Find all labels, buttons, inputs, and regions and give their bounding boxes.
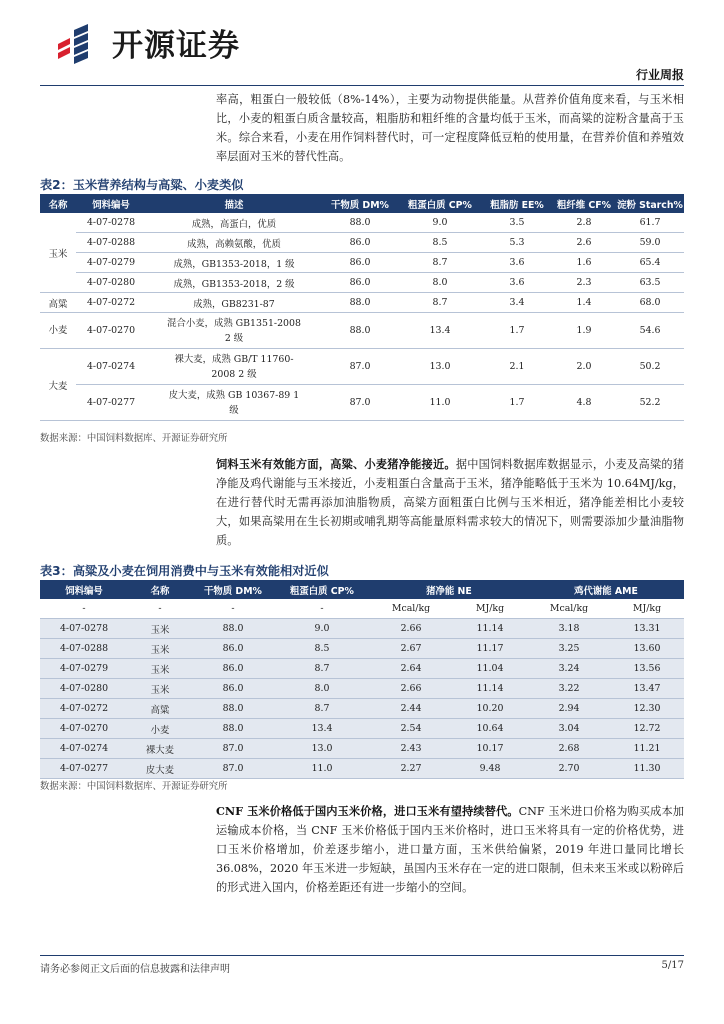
cell-desc-line: 皮大麦，成熟 GB 10367-89 1 xyxy=(168,389,300,401)
cell-cp: 8.7 xyxy=(398,293,482,313)
cell-starch: 59.0 xyxy=(616,233,684,253)
paragraph-body: 据中国饲料数据库数据显示，小麦及高粱的猪净能及鸡代谢能与玉米接近，小麦粗蛋白含量高于玉米，猪净能略低于玉米为 10.64MJ/kg，在进行替代时无需再添加油脂物质，高粱方面粗蛋白比例与玉米相近，猪净能差相比小麦较大，如果高粱用在生长初期或哺乳期等高能量原料需求较大的情况下，则需要添加少量油脂物质。 xyxy=(216,458,684,547)
cell-ame-mcal: 3.22 xyxy=(528,679,610,699)
cell-dm: 86.0 xyxy=(322,233,398,253)
footer-divider xyxy=(40,955,684,956)
cell-code: 4-07-0277 xyxy=(76,385,146,421)
cell-cf: 4.8 xyxy=(552,385,616,421)
cell-starch: 50.2 xyxy=(616,349,684,385)
table-row xyxy=(40,719,684,739)
cell-code: 4-07-0280 xyxy=(40,679,128,699)
cell-ne-mcal: 2.43 xyxy=(370,739,452,759)
cell-desc: 成熟，GB8231-87 xyxy=(146,293,322,313)
cell-code: 4-07-0277 xyxy=(40,759,128,779)
energy-table xyxy=(40,580,684,779)
col-header: 干物质 DM% xyxy=(322,194,398,213)
cell-cf: 2.0 xyxy=(552,349,616,385)
col-header: 粗纤维 CF% xyxy=(552,194,616,213)
cell-ne-mj: 9.48 xyxy=(452,759,528,779)
disclaimer-note: 请务必参阅正文后面的信息披露和法律声明 xyxy=(40,964,230,975)
cell-name: 高粱 xyxy=(128,699,192,719)
cell-desc-line: 混合小麦，成熟 GB1351-2008 xyxy=(167,317,301,329)
cell-code: 4-07-0270 xyxy=(76,313,146,349)
cell-cp: 8.7 xyxy=(398,253,482,273)
cell-ame-mcal: 3.04 xyxy=(528,719,610,739)
col-header: 描述 xyxy=(146,194,322,213)
cell-starch: 68.0 xyxy=(616,293,684,313)
table-row xyxy=(40,739,684,759)
table-row xyxy=(40,679,684,699)
cell-ee: 2.1 xyxy=(482,349,552,385)
cell-code: 4-07-0279 xyxy=(76,253,146,273)
cell-ame-mj: 13.56 xyxy=(610,659,684,679)
cell-ame-mj: 13.31 xyxy=(610,619,684,639)
cell-cp: 13.4 xyxy=(398,313,482,349)
cell-starch: 61.7 xyxy=(616,213,684,233)
cell-ame-mcal: 3.24 xyxy=(528,659,610,679)
cell-name: 玉米 xyxy=(128,619,192,639)
table-row xyxy=(40,619,684,639)
cell-ne-mj: 10.20 xyxy=(452,699,528,719)
col-header: 饲料编号 xyxy=(40,580,128,599)
cell-ne-mcal: 2.54 xyxy=(370,719,452,739)
col-header: 名称 xyxy=(40,194,76,213)
page-number: 5/17 xyxy=(661,960,684,971)
cell-code: 4-07-0278 xyxy=(40,619,128,639)
cell-ne-mcal: 2.27 xyxy=(370,759,452,779)
subheader-cell: Mcal/kg xyxy=(528,599,610,619)
cell-ne-mj: 10.64 xyxy=(452,719,528,739)
cell-ne-mcal: 2.66 xyxy=(370,679,452,699)
cell-cf: 1.9 xyxy=(552,313,616,349)
cell-ame-mcal: 2.68 xyxy=(528,739,610,759)
cell-cf: 1.6 xyxy=(552,253,616,273)
cell-ne-mj: 11.17 xyxy=(452,639,528,659)
cell-ame-mj: 12.72 xyxy=(610,719,684,739)
cell-ne-mcal: 2.64 xyxy=(370,659,452,679)
cell-starch: 52.2 xyxy=(616,385,684,421)
cell-ame-mcal: 3.18 xyxy=(528,619,610,639)
cell-code: 4-07-0288 xyxy=(40,639,128,659)
cell-ne-mcal: 2.66 xyxy=(370,619,452,639)
cell-code: 4-07-0272 xyxy=(76,293,146,313)
cell-ame-mcal: 2.94 xyxy=(528,699,610,719)
nutrition-table xyxy=(40,194,684,421)
cell-cp: 8.5 xyxy=(398,233,482,253)
cell-cf: 2.6 xyxy=(552,233,616,253)
subheader-cell: - xyxy=(274,599,370,619)
cell-ee: 1.7 xyxy=(482,313,552,349)
cell-dm: 88.0 xyxy=(192,699,274,719)
cell-ee: 3.4 xyxy=(482,293,552,313)
cell-ee: 3.5 xyxy=(482,213,552,233)
table-row xyxy=(40,293,684,313)
cell-code: 4-07-0274 xyxy=(40,739,128,759)
col-header: 粗脂肪 EE% xyxy=(482,194,552,213)
col-header: 名称 xyxy=(128,580,192,599)
cell-code: 4-07-0272 xyxy=(40,699,128,719)
cell-desc: 成熟，高蛋白，优质 xyxy=(146,213,322,233)
cnf-price-paragraph xyxy=(216,802,684,897)
cell-cp: 8.0 xyxy=(274,679,370,699)
cell-ame-mcal: 3.25 xyxy=(528,639,610,659)
cell-ame-mj: 13.47 xyxy=(610,679,684,699)
cell-cp: 13.4 xyxy=(274,719,370,739)
cell-name: 玉米 xyxy=(128,679,192,699)
cell-dm: 87.0 xyxy=(192,739,274,759)
cell-name: 裸大麦 xyxy=(128,739,192,759)
brand-name: 开源证券 xyxy=(112,28,240,64)
cell-dm: 88.0 xyxy=(322,313,398,349)
cell-ne-mj: 10.17 xyxy=(452,739,528,759)
cell-cp: 8.5 xyxy=(274,639,370,659)
cell-desc xyxy=(146,385,322,421)
table-row xyxy=(40,273,684,293)
cell-ne-mj: 11.04 xyxy=(452,659,528,679)
cell-desc: 成熟，高赖氨酸，优质 xyxy=(146,233,322,253)
cell-code: 4-07-0270 xyxy=(40,719,128,739)
cell-ee: 3.6 xyxy=(482,273,552,293)
cell-dm: 88.0 xyxy=(322,293,398,313)
col-header: 粗蛋白质 CP% xyxy=(274,580,370,599)
table3-source: 数据来源：中国饲料数据库、开源证券研究所 xyxy=(40,781,228,792)
intro-paragraph: 率高，粗蛋白一般较低（8%-14%），主要为动物提供能量。从营养价值角度来看，与玉米相比，小麦的粗蛋白质含量较高，粗脂肪和粗纤维的含量均低于玉米，而高粱的淀粉含量高于玉米。综合来看，小麦在用作饲料替代时，可一定程度降低豆粕的使用量，在营养价值和养殖效率层面对玉米的替代性高。 xyxy=(216,93,684,163)
table-row xyxy=(40,639,684,659)
paragraph-body: CNF 玉米进口价格为购买成本加运输成本价格，当 CNF 玉米价格低于国内玉米价格时，进口玉米将具有一定的价格优势，进口玉米价格增加，价差逐步缩小，进口量方面，玉米供给偏紧，2019 年进口量同比增长 36.08%，2020 年玉米进一步短缺，虽国内玉米存在一定的进口限制，但未来玉米或以粉碎后的形式进入国内，价格差距还有进一步缩小的空间。 xyxy=(216,805,684,894)
cell-dm: 87.0 xyxy=(192,759,274,779)
cell-ame-mj: 12.30 xyxy=(610,699,684,719)
cell-ee: 5.3 xyxy=(482,233,552,253)
group-name: 小麦 xyxy=(40,313,76,349)
cell-cp: 8.7 xyxy=(274,659,370,679)
cell-desc-line: 级 xyxy=(229,404,239,416)
subheader-cell: - xyxy=(40,599,128,619)
table2-source: 数据来源：中国饲料数据库、开源证券研究所 xyxy=(40,433,228,444)
subheader-row xyxy=(40,599,684,619)
group-name: 高粱 xyxy=(40,293,76,313)
report-type: 行业周报 xyxy=(635,68,684,82)
header-divider xyxy=(40,85,684,86)
cell-ame-mj: 11.30 xyxy=(610,759,684,779)
cell-dm: 86.0 xyxy=(192,679,274,699)
col-header: 干物质 DM% xyxy=(192,580,274,599)
cell-dm: 87.0 xyxy=(322,349,398,385)
cell-cp: 9.0 xyxy=(398,213,482,233)
cell-cp: 8.7 xyxy=(274,699,370,719)
col-header: 鸡代谢能 AME xyxy=(528,580,684,599)
cell-starch: 54.6 xyxy=(616,313,684,349)
table3-caption: 表3：高粱及小麦在饲用消费中与玉米有效能相对近似 xyxy=(40,564,329,578)
table-row xyxy=(40,253,684,273)
subheader-cell: - xyxy=(128,599,192,619)
col-header: 淀粉 Starch% xyxy=(616,194,684,213)
cell-desc-line: 2 级 xyxy=(224,332,244,344)
cell-cf: 2.8 xyxy=(552,213,616,233)
cell-cp: 11.0 xyxy=(274,759,370,779)
col-header: 饲料编号 xyxy=(76,194,146,213)
cell-cf: 1.4 xyxy=(552,293,616,313)
cell-desc-line: 裸大麦，成熟 GB/T 11760- xyxy=(174,353,294,365)
table-header-row xyxy=(40,194,684,213)
cell-dm: 86.0 xyxy=(322,273,398,293)
cell-starch: 65.4 xyxy=(616,253,684,273)
subheader-cell: - xyxy=(192,599,274,619)
cell-cp: 13.0 xyxy=(274,739,370,759)
cell-name: 皮大麦 xyxy=(128,759,192,779)
subheader-cell: MJ/kg xyxy=(610,599,684,619)
cell-ne-mj: 11.14 xyxy=(452,619,528,639)
cell-dm: 86.0 xyxy=(192,659,274,679)
cell-ee: 3.6 xyxy=(482,253,552,273)
table-row xyxy=(40,385,684,421)
brand-logo-icon xyxy=(48,22,106,64)
cell-code: 4-07-0280 xyxy=(76,273,146,293)
cell-code: 4-07-0279 xyxy=(40,659,128,679)
cell-dm: 87.0 xyxy=(322,385,398,421)
cell-ne-mcal: 2.67 xyxy=(370,639,452,659)
table2-caption: 表2：玉米营养结构与高粱、小麦类似 xyxy=(40,178,244,192)
cell-dm: 88.0 xyxy=(192,719,274,739)
cell-ne-mj: 11.14 xyxy=(452,679,528,699)
cell-dm: 88.0 xyxy=(192,619,274,639)
cell-desc xyxy=(146,349,322,385)
cell-starch: 63.5 xyxy=(616,273,684,293)
cell-dm: 88.0 xyxy=(322,213,398,233)
col-header: 猪净能 NE xyxy=(370,580,528,599)
effective-energy-paragraph xyxy=(216,455,684,550)
cell-cp: 13.0 xyxy=(398,349,482,385)
subheader-cell: MJ/kg xyxy=(452,599,528,619)
table-row xyxy=(40,233,684,253)
col-header: 粗蛋白质 CP% xyxy=(398,194,482,213)
cell-ame-mcal: 2.70 xyxy=(528,759,610,779)
cell-ee: 1.7 xyxy=(482,385,552,421)
cell-ame-mj: 13.60 xyxy=(610,639,684,659)
cell-cp: 11.0 xyxy=(398,385,482,421)
group-name: 玉米 xyxy=(40,213,76,293)
cell-ne-mcal: 2.44 xyxy=(370,699,452,719)
group-name: 大麦 xyxy=(40,349,76,421)
table-row xyxy=(40,759,684,779)
cell-desc-line: 2008 2 级 xyxy=(211,368,257,380)
table-row xyxy=(40,313,684,349)
cell-desc xyxy=(146,313,322,349)
cell-desc: 成熟，GB1353-2018，2 级 xyxy=(146,273,322,293)
cell-desc: 成熟，GB1353-2018，1 级 xyxy=(146,253,322,273)
cell-name: 玉米 xyxy=(128,639,192,659)
table-row xyxy=(40,349,684,385)
table-row xyxy=(40,213,684,233)
paragraph-lead: CNF 玉米价格低于国内玉米价格，进口玉米有望持续替代。 xyxy=(216,804,519,818)
cell-cf: 2.3 xyxy=(552,273,616,293)
subheader-cell: Mcal/kg xyxy=(370,599,452,619)
table-header-row xyxy=(40,580,684,599)
table-row xyxy=(40,699,684,719)
brand-logo xyxy=(48,20,240,65)
cell-dm: 86.0 xyxy=(192,639,274,659)
cell-code: 4-07-0278 xyxy=(76,213,146,233)
paragraph-lead: 饲料玉米有效能方面，高粱、小麦猪净能接近。 xyxy=(216,457,456,471)
cell-cp: 9.0 xyxy=(274,619,370,639)
cell-name: 玉米 xyxy=(128,659,192,679)
cell-ame-mj: 11.21 xyxy=(610,739,684,759)
cell-code: 4-07-0288 xyxy=(76,233,146,253)
cell-dm: 86.0 xyxy=(322,253,398,273)
cell-code: 4-07-0274 xyxy=(76,349,146,385)
table-row xyxy=(40,659,684,679)
cell-cp: 8.0 xyxy=(398,273,482,293)
cell-name: 小麦 xyxy=(128,719,192,739)
